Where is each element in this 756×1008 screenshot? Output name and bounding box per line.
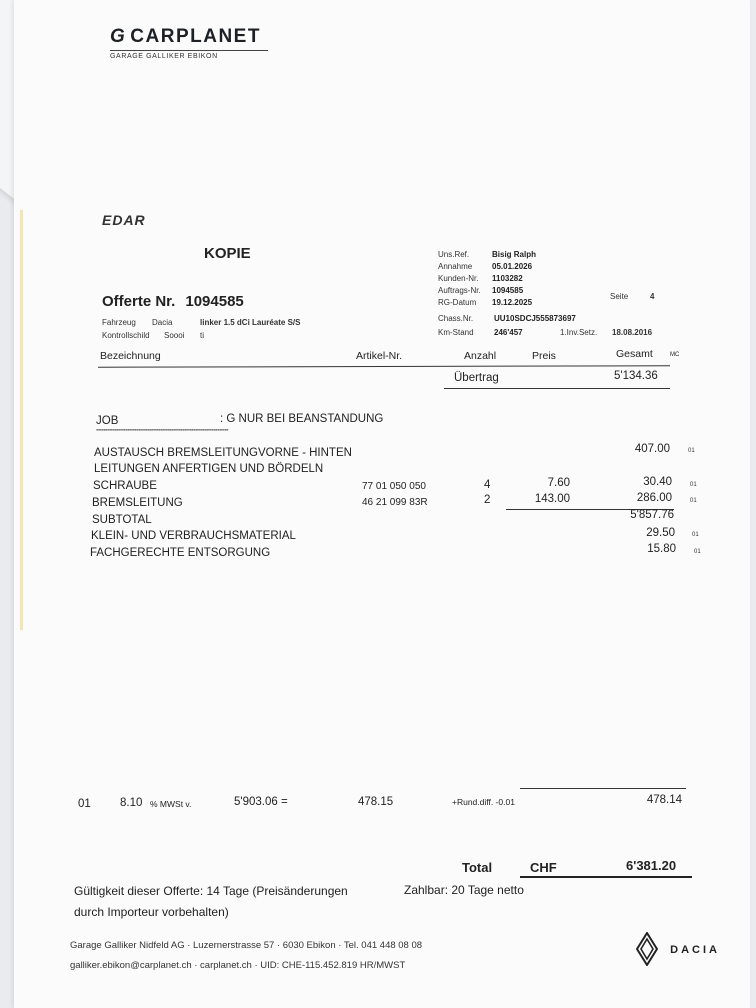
kopie-label: KOPIE	[204, 245, 251, 262]
meta-label: Auftrags-Nr.	[438, 286, 481, 295]
payment-terms: Zahlbar: 20 Tage netto	[404, 883, 524, 897]
carry-rule	[444, 388, 670, 389]
total-rule	[520, 876, 692, 878]
line-total: 5'857.76	[630, 509, 674, 521]
carry-label: Übertrag	[454, 372, 499, 384]
line-desc: LEITUNGEN ANFERTIGEN UND BÖRDELN	[94, 463, 324, 475]
col-header-qty: Anzahl	[464, 350, 497, 362]
line-code: 01	[694, 549, 701, 555]
line-code: 01	[690, 498, 697, 504]
page-label: Seite	[610, 292, 629, 301]
plate-extra: ti	[200, 331, 204, 340]
validity-line1: Gültigkeit dieser Offerte: 14 Tage (Preisänderungen	[74, 884, 348, 898]
line-desc: BREMSLEITUNG	[92, 497, 183, 509]
chassis-value: UU10SDCJ555873697	[494, 314, 576, 323]
vat-code: 01	[78, 798, 91, 810]
handwritten-note: EDAR	[102, 212, 146, 228]
col-header-mc: MC	[670, 352, 680, 358]
col-header-article: Artikel-Nr.	[356, 350, 403, 362]
km-value: 246'457	[494, 328, 523, 337]
line-total: 29.50	[646, 527, 675, 539]
vat-amount: 478.15	[358, 796, 394, 808]
line-article: 46 21 099 83R	[362, 497, 428, 508]
meta-value: Bisig Ralph	[492, 250, 537, 259]
plate-value: Soooi	[164, 331, 185, 340]
meta-label: Uns.Ref.	[438, 250, 470, 259]
line-desc: SCHRAUBE	[93, 480, 157, 492]
vat-rule	[520, 788, 686, 789]
carry-value: 5'134.36	[614, 370, 658, 382]
line-desc: SUBTOTAL	[92, 514, 152, 526]
col-header-desc: Bezeichnung	[100, 350, 161, 362]
meta-value: 05.01.2026	[492, 262, 533, 271]
km-label: Km-Stand	[438, 328, 474, 337]
job-label: JOB	[96, 415, 119, 427]
chassis-label: Chass.Nr.	[438, 314, 474, 323]
total-currency: CHF	[530, 860, 557, 875]
inv-label: 1.Inv.Setz.	[560, 328, 598, 337]
renault-diamond-icon	[636, 932, 658, 966]
offer-title: Offerte Nr. 1094585	[102, 293, 244, 310]
total-value: 6'381.20	[626, 858, 677, 873]
meta-label: Kunden-Nr.	[438, 274, 479, 283]
inv-value: 18.08.2016	[612, 328, 653, 337]
total-label: Total	[462, 860, 493, 875]
address-line2: galliker.ebikon@carplanet.ch · carplanet.ch · UID: CHE-115.452.819 HR/MWST	[70, 960, 406, 971]
vat-total: 478.14	[646, 794, 682, 806]
vat-unit: % MWSt v.	[150, 799, 192, 809]
job-value: : G NUR BEI BEANSTANDUNG	[220, 413, 384, 425]
job-separator: ************************************************************************	[96, 429, 229, 435]
line-qty: 2	[484, 494, 491, 506]
page-number: 4	[650, 292, 655, 301]
meta-label: RG-Datum	[438, 298, 477, 307]
carplanet-logo: G CARPLANET	[110, 26, 261, 47]
line-qty: 4	[484, 479, 491, 491]
address-line1: Garage Galliker Nidfeld AG · Luzernerstrasse 57 · 6030 Ebikon · Tel. 041 448 08 08	[70, 940, 423, 951]
meta-value: 1103282	[492, 274, 523, 283]
dacia-logo: DACIA	[670, 944, 720, 956]
col-header-price: Preis	[532, 350, 556, 362]
line-total: 15.80	[647, 543, 676, 555]
line-desc: FACHGERECHTE ENTSORGUNG	[90, 547, 271, 559]
vat-rounding: +Rund.diff. -0.01	[452, 797, 515, 807]
vehicle-label: Fahrzeug	[102, 318, 136, 327]
vat-rate: 8.10	[120, 797, 143, 809]
line-desc: AUSTAUSCH BREMSLEITUNGVORNE - HINTEN	[94, 447, 352, 459]
line-desc: KLEIN- UND VERBRAUCHSMATERIAL	[91, 530, 296, 542]
vehicle-model: linker 1.5 dCi Lauréate S/S	[200, 318, 301, 327]
line-total: 407.00	[634, 443, 670, 455]
meta-label: Annahme	[438, 262, 473, 271]
vat-base: 5'903.06 =	[234, 796, 288, 808]
meta-value: 1094585	[492, 286, 524, 295]
line-code: 01	[690, 482, 697, 488]
logo-subtitle: GARAGE GALLIKER EBIKON	[110, 50, 268, 60]
line-price: 7.60	[547, 477, 570, 489]
line-code: 01	[692, 532, 699, 538]
line-code: 01	[688, 448, 695, 454]
col-header-total: Gesamt	[616, 348, 653, 360]
vehicle-brand: Dacia	[152, 318, 173, 327]
meta-value: 19.12.2025	[492, 298, 533, 307]
line-total: 286.00	[636, 492, 672, 504]
validity-line2: durch Importeur vorbehalten)	[74, 905, 229, 919]
plate-label: Kontrollschild	[102, 331, 150, 340]
header-rule	[98, 365, 670, 367]
line-price: 143.00	[534, 493, 570, 505]
line-article: 77 01 050 050	[362, 481, 426, 492]
line-total: 30.40	[643, 476, 672, 488]
offer-document	[14, 0, 750, 1008]
